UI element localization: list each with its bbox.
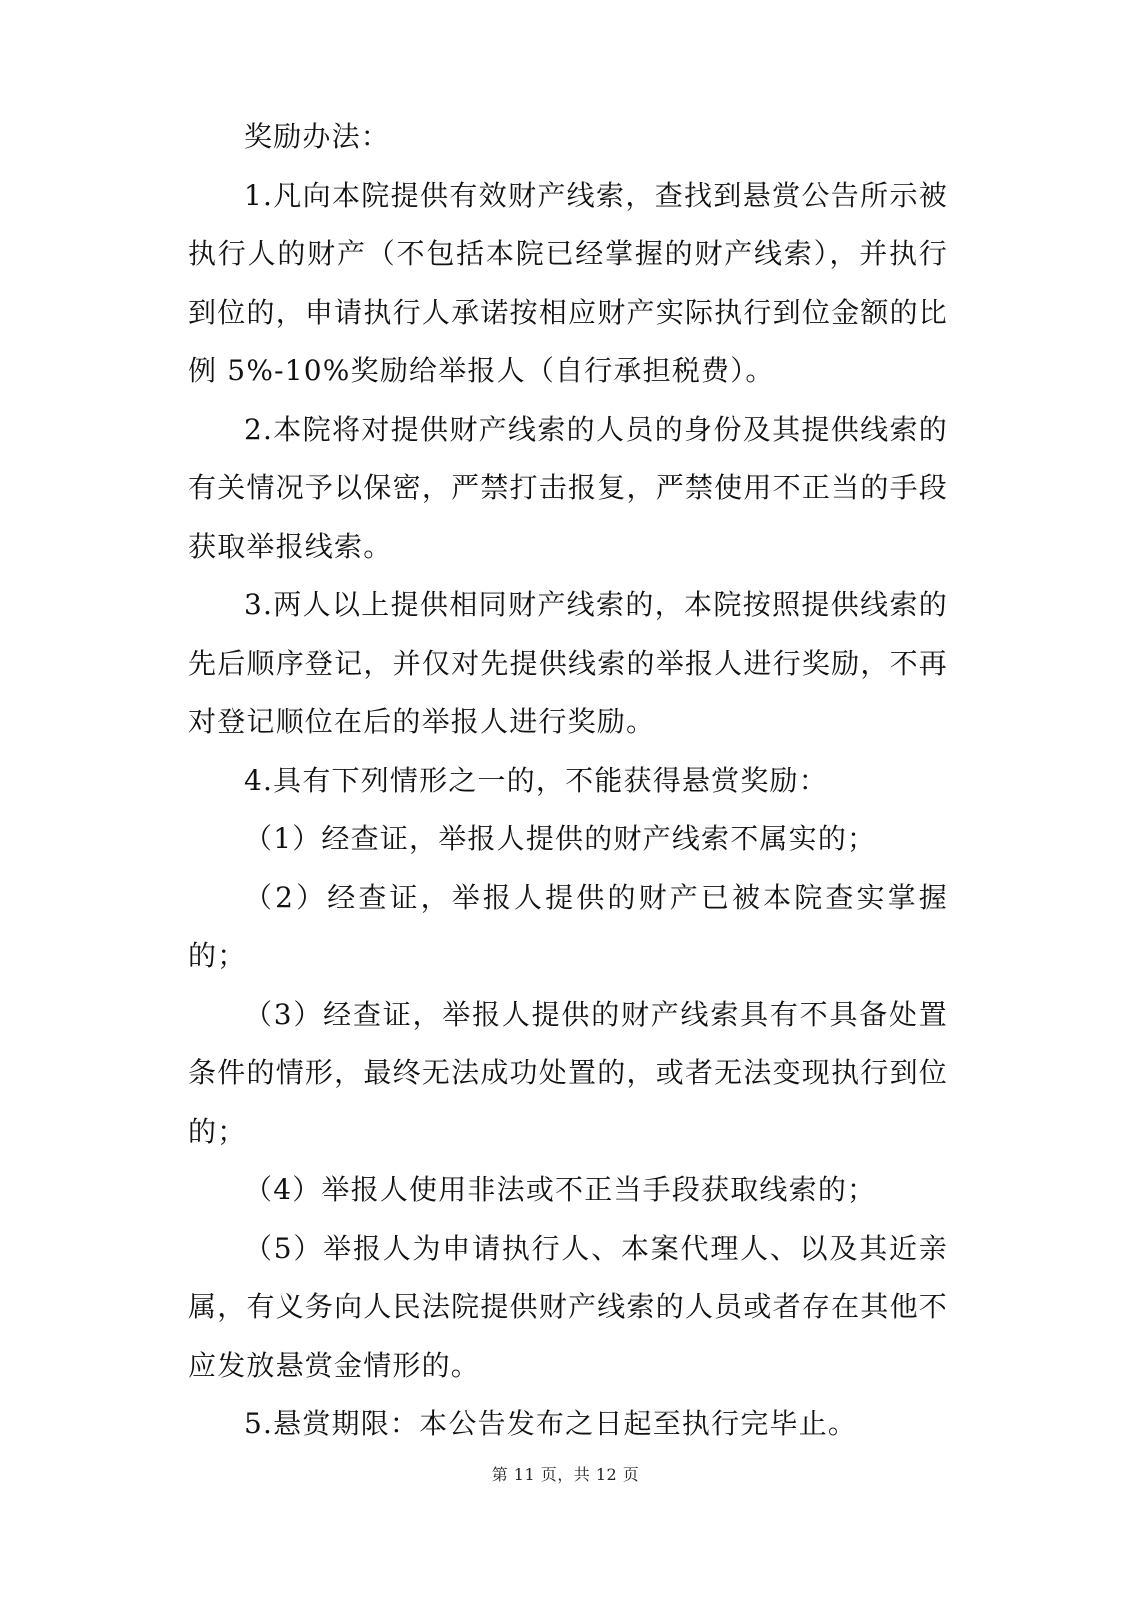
paragraph-1: 1.凡向本院提供有效财产线索，查找到悬赏公告所示被执行人的财产（不包括本院已经掌握的财产线索），并执行到位的，申请执行人承诺按相应财产实际执行到位金额的比例 5%-10%奖励给举报人（自行承担税费）。: [188, 178, 948, 387]
paragraph-3: 3.两人以上提供相同财产线索的，本院按照提供线索的先后顺序登记，并仅对先提供线索的举报人进行奖励，不再对登记顺位在后的举报人进行奖励。: [188, 588, 948, 738]
sub-item-5: （5）举报人为申请执行人、本案代理人、以及其近亲属，有义务向人民法院提供财产线索的人员或者存在其他不应发放悬赏金情形的。: [188, 1231, 948, 1382]
sub-item-2: （2）经查证，举报人提供的财产已被本院查实掌握的；: [188, 880, 948, 972]
sub-item-3: （3）经查证，举报人提供的财产线索具有不具备处置条件的情形，最终无法成功处置的，或者无法变现执行到位的；: [188, 997, 948, 1148]
document-body: [188, 108, 948, 1454]
paragraph-4: 4.具有下列情形之一的，不能获得悬赏奖励：: [244, 763, 828, 797]
paragraph-2: 2.本院将对提供财产线索的人员的身份及其提供线索的有关情况予以保密，严禁打击报复，严禁使用不正当的手段获取举报线索。: [188, 412, 948, 563]
paragraph-5: 5.悬赏期限：本公告发布之日起至执行完毕止。: [244, 1407, 858, 1440]
page-number-footer: 第 11 页，共 12 页: [491, 1465, 640, 1484]
sub-item-4: （4）举报人使用非法或不正当手段获取线索的；: [244, 1173, 877, 1206]
sub-item-1: （1）经查证，举报人提供的财产线索不属实的；: [244, 822, 877, 855]
section-heading: 奖励办法：: [244, 120, 391, 153]
